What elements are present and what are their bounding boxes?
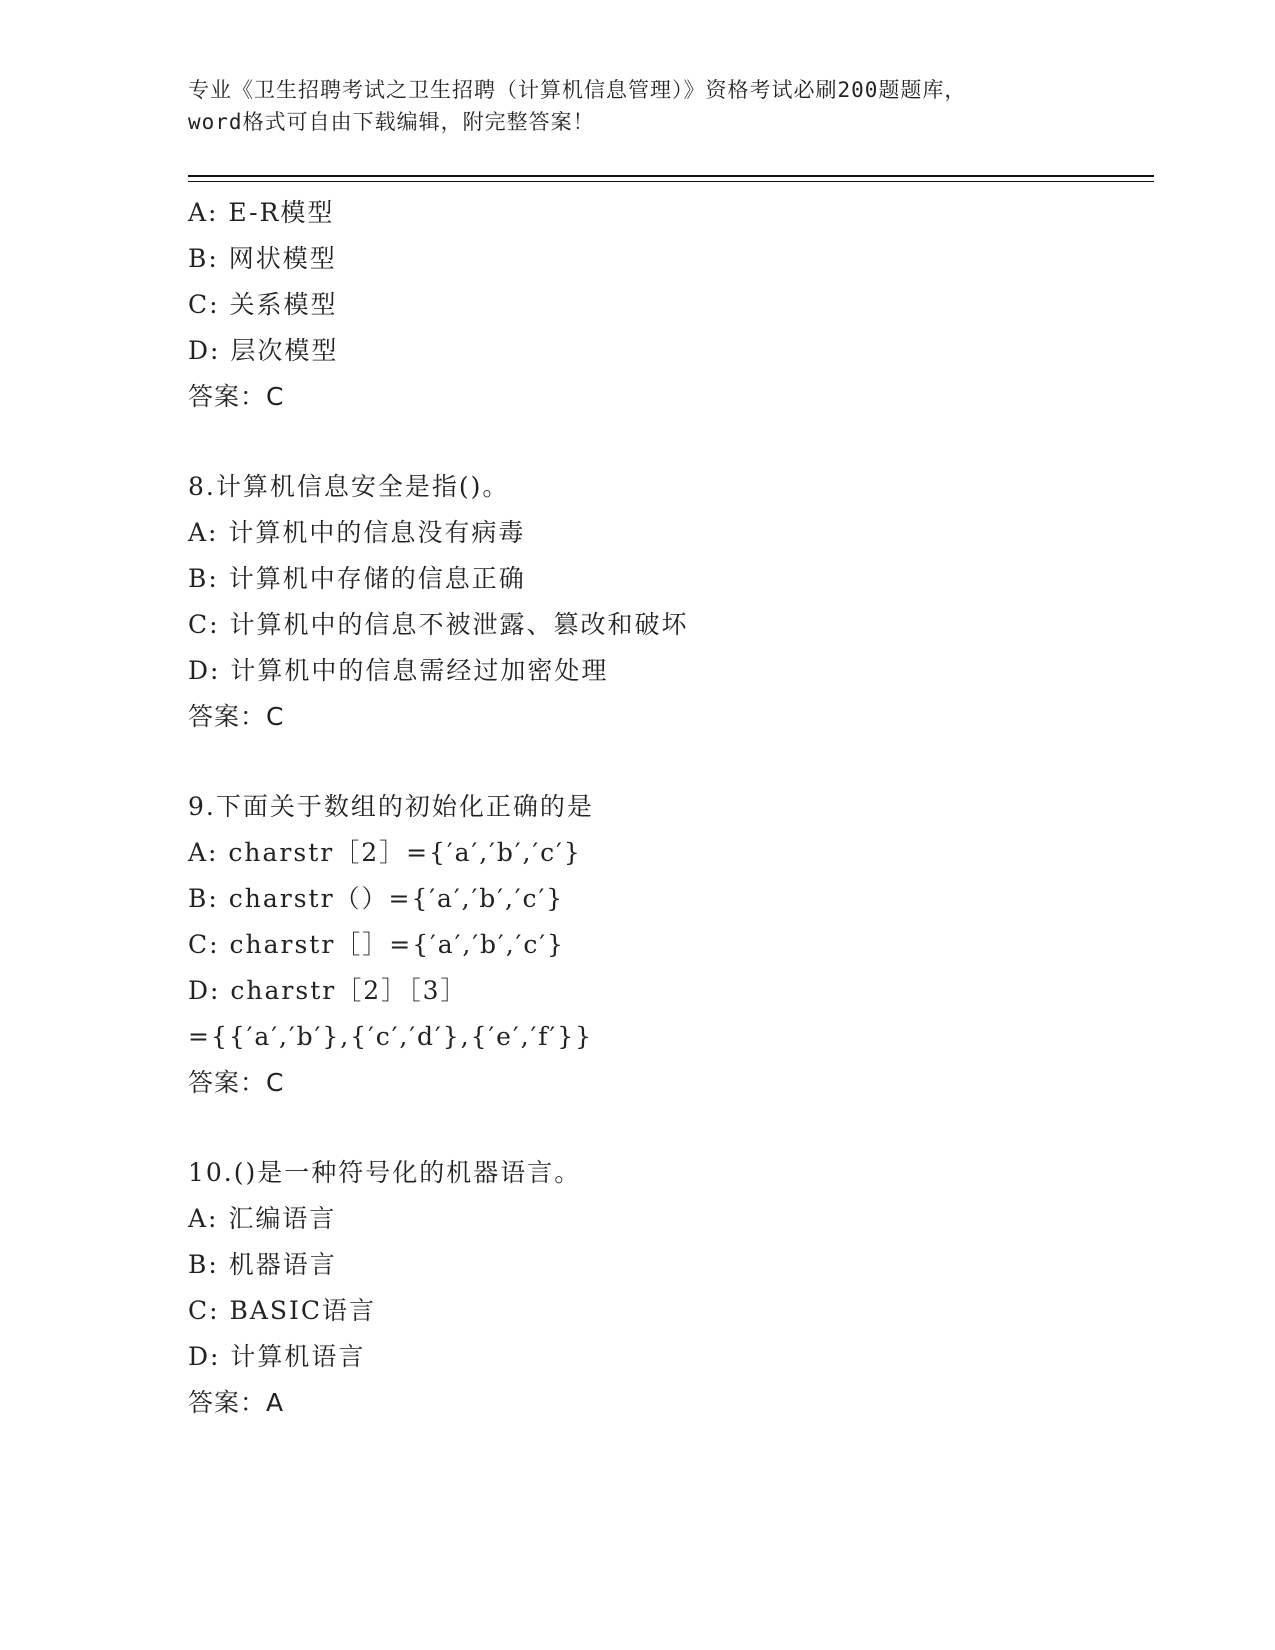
spacer <box>188 420 1148 464</box>
option-d: D: 层次模型 <box>188 336 339 365</box>
option-d: D: 计算机中的信息需经过加密处理 <box>188 656 609 685</box>
answer-line: 答案：C <box>188 1068 285 1097</box>
option-b: B: 机器语言 <box>188 1250 337 1279</box>
option-d-continued: ={{′a′,′b′},{′c′,′d′},{′e′,′f′}} <box>188 1022 594 1051</box>
option-c: C: charstr［］={′a′,′b′,′c′} <box>188 930 565 959</box>
question-stem: 9.下面关于数组的初始化正确的是 <box>188 792 594 821</box>
header-line-1: 专业《卫生招聘考试之卫生招聘（计算机信息管理）》资格考试必刷200题题库， <box>188 78 967 102</box>
question-9 <box>188 784 1148 1106</box>
answer-line: 答案：C <box>188 702 285 731</box>
spacer <box>188 1106 1148 1150</box>
question-stem: 10.()是一种符号化的机器语言。 <box>188 1158 582 1187</box>
option-a: A: 汇编语言 <box>188 1204 337 1233</box>
option-a: A: E-R模型 <box>188 198 335 227</box>
question-7-continued <box>188 190 1148 420</box>
option-b: B: 计算机中存储的信息正确 <box>188 564 526 593</box>
question-list <box>188 190 1148 1426</box>
option-d: D: 计算机语言 <box>188 1342 366 1371</box>
option-c: C: BASIC语言 <box>188 1296 377 1325</box>
option-b: B: 网状模型 <box>188 244 337 273</box>
question-10 <box>188 1150 1148 1426</box>
answer-line: 答案：A <box>188 1388 285 1417</box>
spacer <box>188 740 1148 784</box>
header-divider-thin <box>188 181 1154 182</box>
answer-line: 答案：C <box>188 382 285 411</box>
option-a: A: charstr［2］={′a′,′b′,′c′} <box>188 838 582 867</box>
header-line-2: word格式可自由下载编辑，附完整答案！ <box>188 110 595 134</box>
option-d: D: charstr［2］［3］ <box>188 976 468 1005</box>
header-divider-thick <box>188 175 1154 177</box>
option-c: C: 关系模型 <box>188 290 338 319</box>
question-8 <box>188 464 1148 740</box>
option-b: B: charstr（）={′a′,′b′,′c′} <box>188 884 565 913</box>
question-stem: 8.计算机信息安全是指()。 <box>188 472 510 501</box>
option-a: A: 计算机中的信息没有病毒 <box>188 518 526 547</box>
document-header <box>188 74 1088 138</box>
option-c: C: 计算机中的信息不被泄露、篡改和破坏 <box>188 610 689 639</box>
